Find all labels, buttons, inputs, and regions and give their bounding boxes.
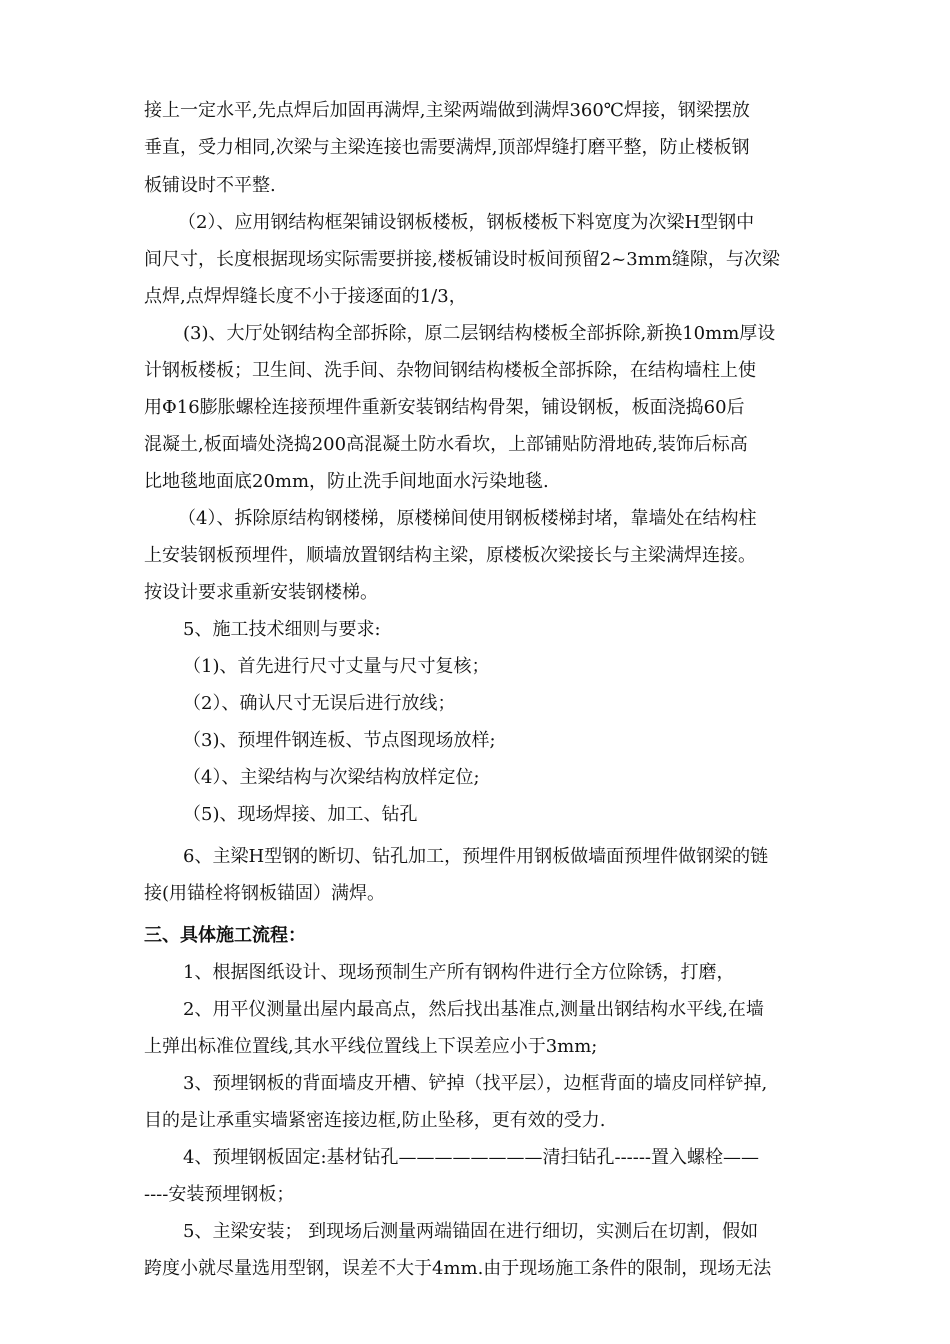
list-item: （1)、首先进行尺寸丈量与尺寸复核；	[183, 656, 490, 677]
list-item: （3)、预埋件钢连板、节点图现场放样;	[183, 730, 496, 751]
paragraph-line: ----安装预埋钢板；	[144, 1184, 295, 1205]
paragraph-line: 板铺设时不平整.	[144, 175, 276, 196]
paragraph-line: 混凝土,板面墙处浇捣200高混凝土防水看坎，上部铺贴防滑地砖,装饰后标高	[144, 434, 748, 455]
paragraph-line: 3、预埋钢板的背面墙皮开槽、铲掉（找平层），边框背面的墙皮同样铲掉,	[183, 1073, 768, 1094]
paragraph-line: 用Φ16膨胀螺栓连接预埋件重新安装钢结构骨架，铺设钢板，板面浇捣60后	[144, 397, 745, 418]
paragraph-line: 上安装钢板预埋件，顺墙放置钢结构主梁，原楼板次梁接长与主梁满焊连接。	[144, 545, 756, 566]
paragraph-line: 垂直，受力相同,次梁与主梁连接也需要满焊,顶部焊缝打磨平整，防止楼板钢	[144, 137, 750, 158]
paragraph-line: （4）、拆除原结构钢楼梯，原楼梯间使用钢板楼梯封堵，靠墙处在结构柱	[178, 508, 757, 529]
paragraph-line: 接(用锚栓将钢板锚固）满焊。	[144, 883, 386, 904]
paragraph-line: 接上一定水平,先点焊后加固再满焊,主梁两端做到满焊360℃焊接，钢梁摆放	[144, 100, 750, 121]
paragraph-line: 跨度小就尽量选用型钢，误差不大于4mm.由于现场施工条件的限制，现场无法	[144, 1258, 772, 1279]
paragraph-line: 计钢板楼板；卫生间、洗手间、杂物间钢结构楼板全部拆除，在结构墙柱上使	[144, 360, 756, 381]
paragraph-line: 目的是让承重实墙紧密连接边框,防止坠移，更有效的受力.	[144, 1110, 606, 1131]
list-item: （4）、主梁结构与次梁结构放样定位;	[183, 767, 480, 788]
paragraph-line: 点焊,点焊焊缝长度不小于接逐面的1/3，	[144, 286, 467, 307]
section-heading: 三、具体施工流程：	[144, 925, 306, 946]
section-subheading: 5、施工技术细则与要求:	[183, 619, 381, 640]
paragraph-line: 1、根据图纸设计、现场预制生产所有钢构件进行全方位除锈，打磨，	[183, 962, 735, 983]
paragraph-line: 按设计要求重新安装钢楼梯。	[144, 582, 378, 603]
paragraph-line: 2、用平仪测量出屋内最高点，然后找出基准点,测量出钢结构水平线,在墙	[183, 999, 764, 1020]
paragraph-line: 5、主梁安装； 到现场后测量两端锚固在进行细切，实测后在切割，假如	[183, 1221, 759, 1242]
paragraph-line: 间尺寸，长度根据现场实际需要拼接,楼板铺设时板间预留2~3mm缝隙，与次梁	[144, 249, 780, 270]
paragraph-line: (3)、大厅处钢结构全部拆除，原二层钢结构楼板全部拆除,新换10mm厚设	[183, 323, 776, 344]
paragraph-line: 上弹出标准位置线,其水平线位置线上下误差应小于3mm;	[144, 1036, 598, 1057]
paragraph-line: 比地毯地面底20mm，防止洗手间地面水污染地毯.	[144, 471, 549, 492]
list-item: （5)、现场焊接、加工、钻孔	[183, 804, 418, 825]
list-item: （2）、确认尺寸无误后进行放线；	[183, 693, 456, 714]
paragraph-line: 6、主梁H型钢的断切、钻孔加工，预埋件用钢板做墙面预埋件做钢梁的链	[183, 846, 769, 867]
paragraph-line: （2）、应用钢结构框架铺设钢板楼板，钢板楼板下料宽度为次梁H型钢中	[178, 212, 755, 233]
paragraph-line: 4、预埋钢板固定:基材钻孔————————清扫钻孔------置入螺栓——	[183, 1147, 760, 1168]
